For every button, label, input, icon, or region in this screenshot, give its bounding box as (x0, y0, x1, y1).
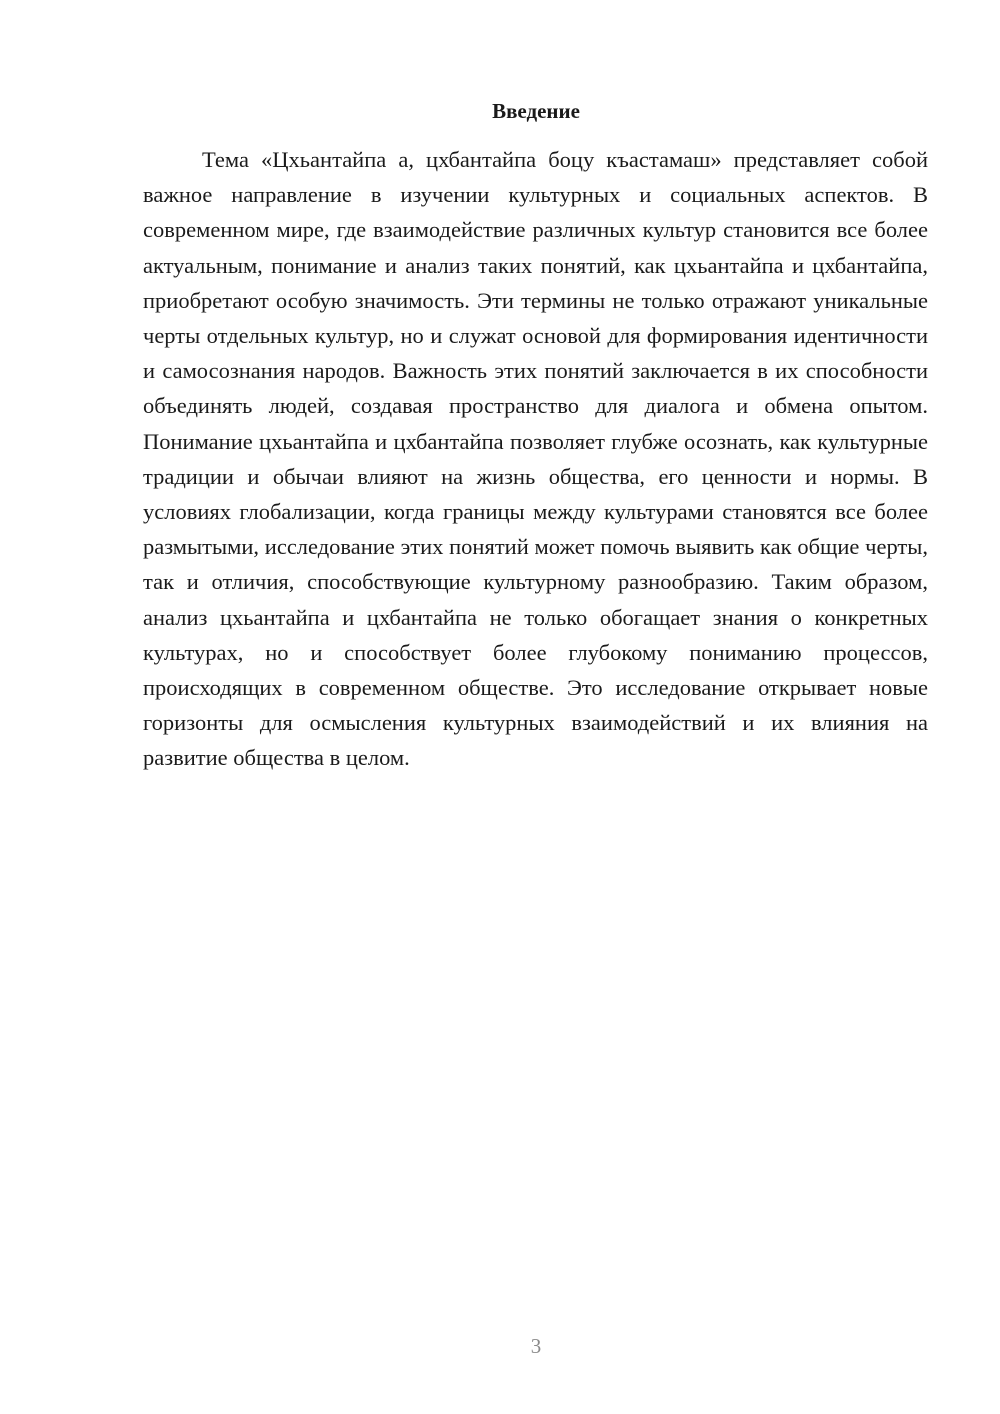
body-paragraph: Тема «Цхьантайпа а, цхбантайпа боцу къастамаш» представляет собой важное направление в изучении культурных и социальных аспектов. В современном мире, где взаимодействие различных культур становится все более актуальным, понимание и анализ таких понятий, как цхьантайпа и цхбантайпа, приобретают особую значимость. Эти термины не только отражают уникальные черты отдельных культур, но и служат основой для формирования идентичности и самосознания народов. Важность этих понятий заключается в их способности объединять людей, создавая пространство для диалога и обмена опытом. Понимание цхьантайпа и цхбантайпа позволяет глубже осознать, как культурные традиции и обычаи влияют на жизнь общества, его ценности и нормы. В условиях глобализации, когда границы между культурами становятся все более размытыми, исследование этих понятий может помочь выявить как общие черты, так и отличия, способствующие культурному разнообразию. Таким образом, анализ цхьантайпа и цхбантайпа не только обогащает знания о конкретных культурах, но и способствует более глубокому пониманию процессов, происходящих в современном обществе. Это исследование открывает новые горизонты для осмысления культурных взаимодействий и их влияния на развитие общества в целом. (143, 147, 928, 771)
section-heading: Введение (492, 99, 580, 123)
page-number: 3 (530, 1334, 542, 1358)
